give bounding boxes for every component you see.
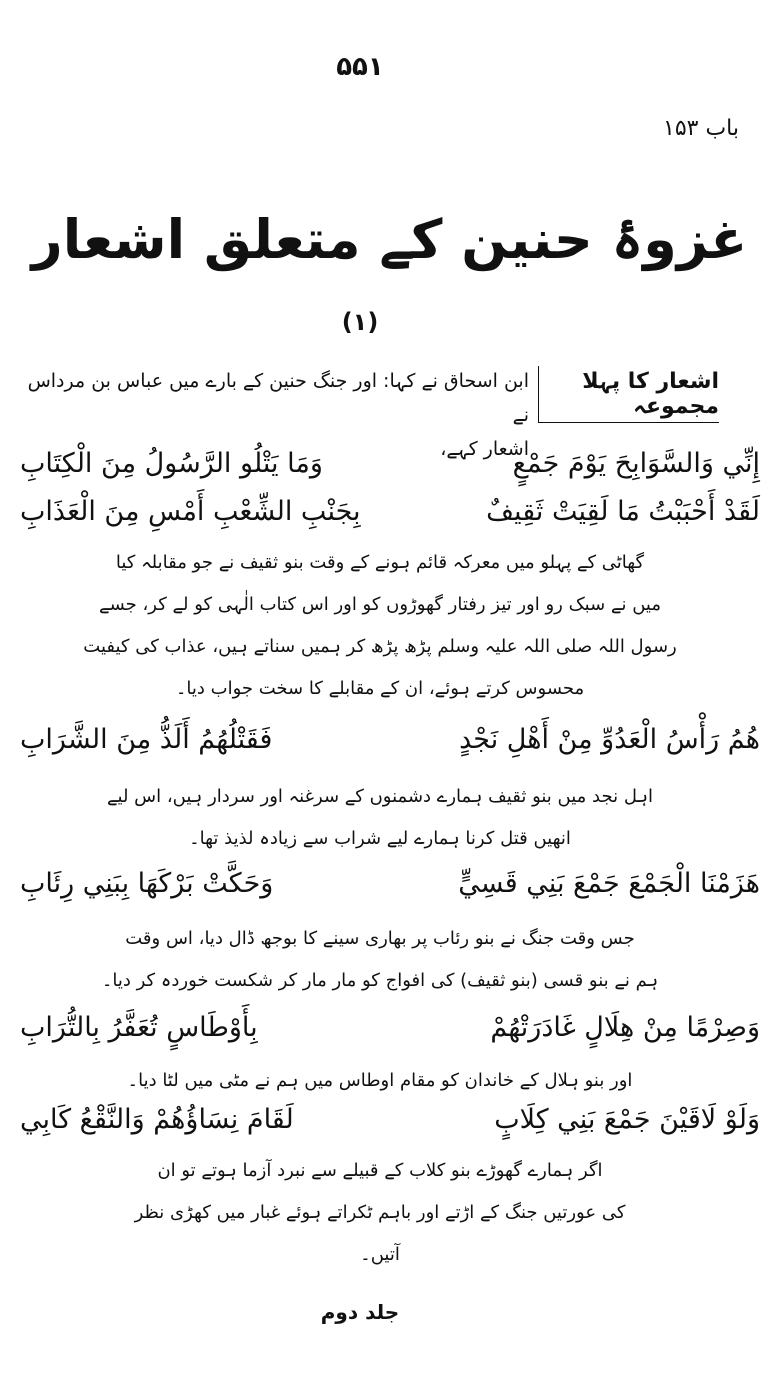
verse-hemistich: لَقَدْ أَحْبَبْتُ مَا لَقِيَتْ ثَقِيفٌ xyxy=(486,496,760,527)
verse-line xyxy=(20,868,760,914)
verse-line xyxy=(20,448,760,494)
translation-line: اگر ہمارے گھوڑے بنو کلاب کے قبیلے سے نبرد آزما ہوتے تو ان xyxy=(157,1160,603,1181)
verse-line xyxy=(20,496,760,542)
verse-hemistich: بِأَوْطَاسٍ تُعَفَّرُ بِالتُّرَابِ xyxy=(20,1012,258,1043)
translation-line: جس وقت جنگ نے بنو رئاب پر بھاری سینے کا بوجھ ڈال دیا، اس وقت xyxy=(125,928,635,949)
intro-line: ابن اسحاق نے کہا: اور جنگ حنین کے بارے میں عباس بن مرداس نے xyxy=(27,370,529,426)
translation-line: رسول اللہ صلی اللہ علیہ وسلم پڑھ پڑھ کر ہمیں سناتے ہیں، عذاب کی کیفیت xyxy=(83,636,677,657)
translation-line: محسوس کرتے ہوئے، ان کے مقابلے کا سخت جواب دیا۔ xyxy=(175,678,585,699)
verse-line xyxy=(20,724,760,770)
sidebar-heading-box xyxy=(538,366,719,423)
verse-hemistich: وَصِرْمًا مِنْ هِلَالٍ غَادَرَتْهُمْ xyxy=(490,1012,760,1043)
translation-line: کی عورتیں جنگ کے اڑتے اور باہم ٹکراتے ہوئے غبار میں کھڑی نظر xyxy=(134,1202,626,1223)
verse-hemistich: بِجَنْبِ الشِّعْبِ أَمْسِ مِنَ الْعَذَابِ xyxy=(20,496,361,527)
sidebar-heading-label: اشعار کا پہلا مجموعہ xyxy=(582,369,719,419)
verse-translation xyxy=(40,1060,720,1102)
verse-translation xyxy=(40,1150,720,1276)
translation-line: میں نے سبک رو اور تیز رفتار گھوڑوں کو اور اس کتاب الٰہی کو لے کر، جسے xyxy=(99,594,661,615)
translation-line: ہم نے بنو قسی (بنو ثقیف) کی افواج کو مار مار کر شکست خوردہ کر دیا۔ xyxy=(101,970,659,991)
page-number: ۵۵۱ xyxy=(336,52,384,82)
volume-footer: جلد دوم xyxy=(320,1300,400,1324)
verse-line xyxy=(20,1012,760,1058)
verse-translation xyxy=(40,918,720,1002)
chapter-label: باب ۱۵۳ xyxy=(663,116,739,141)
verse-hemistich: لَقَامَ نِسَاؤُهُمْ وَالنَّقْعُ كَابِي xyxy=(20,1104,294,1135)
translation-line: انھیں قتل کرنا ہمارے لیے شراب سے زیادہ لذیذ تھا۔ xyxy=(189,828,571,849)
verse-hemistich: وَلَوْ لَاقَيْنَ جَمْعَ بَنِي كِلَابٍ xyxy=(494,1104,760,1135)
verse-hemistich: إِنِّي وَالسَّوَابِحَ يَوْمَ جَمْعٍ xyxy=(512,448,760,479)
section-number: (۱) xyxy=(341,308,379,336)
verse-hemistich: هُمُ رَأْسُ الْعَدُوِّ مِنْ أَهْلِ نَجْدٍ xyxy=(459,724,760,755)
translation-line: اہل نجد میں بنو ثقیف ہمارے دشمنوں کے سرغنہ اور سردار ہیں، اس لیے xyxy=(106,786,654,807)
translation-line: گھاٹی کے پہلو میں معرکہ قائم ہونے کے وقت بنو ثقیف نے جو مقابلہ کیا xyxy=(115,552,645,573)
verse-hemistich: هَزَمْنَا الْجَمْعَ جَمْعَ بَنِي قَسِيٍّ xyxy=(458,868,760,899)
verse-translation xyxy=(40,542,720,710)
intro-line: اشعار کہے، xyxy=(440,438,529,460)
verse-line xyxy=(20,1104,760,1150)
verse-translation xyxy=(40,776,720,860)
translation-line: اور بنو ہلال کے خاندان کو مقام اوطاس میں ہم نے مٹی میں لٹا دیا۔ xyxy=(127,1070,633,1091)
page-title: غزوۂ حنین کے متعلق اشعار xyxy=(31,208,748,271)
verse-hemistich: فَقَتْلُهُمُ أَلَذُّ مِنَ الشَّرَابِ xyxy=(20,724,273,755)
verse-hemistich: وَمَا يَتْلُو الرَّسُولُ مِنَ الْكِتَابِ xyxy=(20,448,323,479)
translation-line: آتیں۔ xyxy=(360,1244,400,1265)
verse-hemistich: وَحَكَّتْ بَرْكَهَا بِبَنِي رِئَابِ xyxy=(20,868,274,899)
